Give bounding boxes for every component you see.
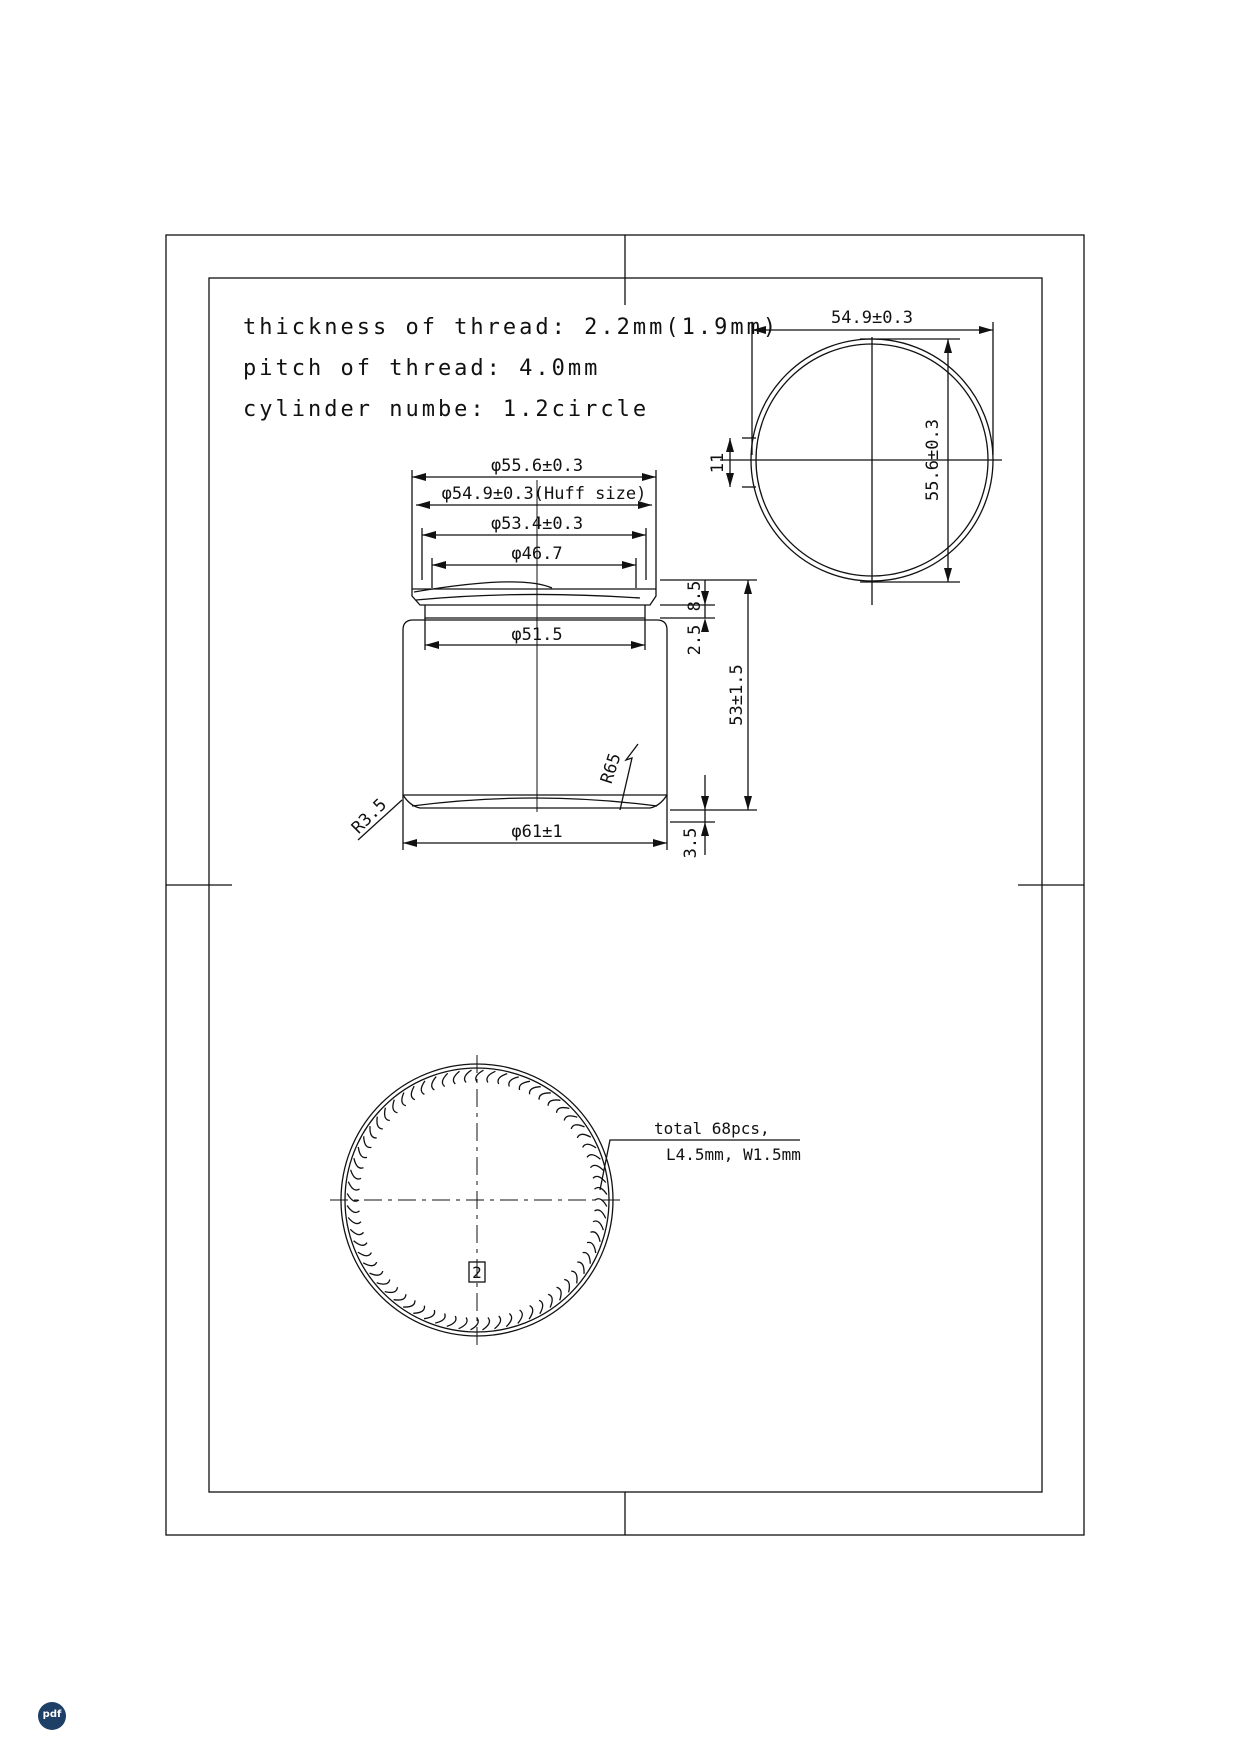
knurl-mark	[587, 1155, 600, 1160]
knurl-mark	[447, 1316, 456, 1326]
note-thread-thickness: thickness of thread: 2.2mm(1.9mm)	[243, 315, 780, 340]
dim-top-tab: 11	[708, 452, 728, 474]
dim-body: φ61±1	[511, 822, 563, 842]
knurl-mark	[539, 1093, 551, 1100]
knurl-mark	[591, 1232, 601, 1242]
knurl-mark	[358, 1147, 367, 1158]
knurl-mark	[348, 1182, 359, 1190]
knurl-mark	[459, 1318, 467, 1329]
knurl-mark	[465, 1070, 472, 1082]
knurl-mark	[571, 1271, 577, 1283]
dim-total-height: 53±1.5	[727, 664, 747, 726]
knurl-mark	[377, 1280, 390, 1285]
knurl-mark	[394, 1294, 406, 1300]
knurl-mark	[571, 1125, 584, 1129]
knurl-mark	[347, 1206, 359, 1213]
knurl-mark	[370, 1126, 377, 1138]
top-view	[720, 322, 1002, 605]
dim-top-width: 54.9±0.3	[831, 308, 913, 328]
knurl-mark	[402, 1093, 406, 1106]
knurl-mark	[557, 1287, 562, 1300]
dim-thread-root: φ53.4±0.3	[490, 514, 584, 534]
note-cylinder-number: cylinder numbe: 1.2circle	[243, 397, 650, 422]
knurl-mark	[354, 1158, 364, 1168]
knurl-mark	[595, 1210, 606, 1218]
callout-size: L4.5mm, W1.5mm	[666, 1145, 801, 1164]
outer-frame	[166, 235, 1084, 1535]
knurl-mark	[498, 1074, 507, 1084]
knurl-mark	[350, 1229, 363, 1234]
note-thread-pitch: pitch of thread: 4.0mm	[243, 356, 601, 381]
knurl-mark	[370, 1271, 383, 1275]
dim-mouth: φ46.7	[511, 544, 563, 564]
dim-huff-size: φ54.9±0.3(Huff size)	[441, 484, 647, 504]
knurl-mark	[421, 1081, 425, 1095]
knurl-mark	[593, 1176, 606, 1182]
knurl-mark	[529, 1087, 540, 1095]
knurl-mark	[557, 1108, 570, 1113]
knurl-mark	[403, 1300, 415, 1307]
knurl-mark	[393, 1100, 398, 1113]
knurl-mark	[424, 1310, 435, 1319]
knurl-mark	[385, 1108, 390, 1121]
base-mark-label: 2	[472, 1263, 482, 1282]
knurl-mark	[564, 1280, 569, 1293]
knurl-mark	[548, 1294, 552, 1307]
knurl-mark	[509, 1077, 519, 1087]
knurl-mark	[518, 1310, 523, 1323]
knurl-mark	[377, 1117, 383, 1129]
base-view	[330, 1055, 800, 1345]
knurl-mark	[385, 1287, 398, 1292]
dim-neck-height: 2.5	[685, 624, 705, 656]
dim-finish-height: 8.5	[685, 580, 705, 612]
knurl-mark	[495, 1316, 501, 1329]
knurl-mark	[432, 1077, 437, 1090]
knurl-mark	[539, 1300, 543, 1314]
knurl-mark	[483, 1318, 490, 1330]
knurl-mark	[577, 1134, 591, 1138]
knurl-mark	[453, 1071, 459, 1084]
knurl-mark	[591, 1165, 604, 1170]
dim-outer-thread: φ55.6±0.3	[490, 456, 584, 476]
knurl-mark	[358, 1252, 372, 1256]
knurl-mark	[506, 1314, 511, 1327]
knurl-mark	[577, 1262, 584, 1274]
dim-corner-radius: R3.5	[347, 794, 392, 839]
dim-base-height: 3.5	[681, 827, 701, 859]
knurl-mark	[411, 1086, 415, 1100]
knurl-mark	[442, 1073, 447, 1086]
knurl-mark	[363, 1262, 377, 1266]
knurl-mark	[351, 1170, 361, 1179]
knurl-mark	[564, 1116, 577, 1121]
knurl-mark	[529, 1306, 533, 1320]
knurl-mark	[583, 1252, 591, 1263]
knurl-mark	[354, 1241, 367, 1246]
knurl-mark	[593, 1221, 603, 1230]
dim-top-height: 55.6±0.3	[923, 419, 943, 501]
knurl-mark	[413, 1306, 424, 1314]
knurl-mark	[364, 1136, 372, 1147]
dim-neck: φ51.5	[511, 625, 563, 645]
knurl-mark	[583, 1144, 597, 1148]
knurl-mark	[435, 1314, 445, 1324]
pdf-logo: pdf	[38, 1702, 66, 1730]
callout-count: total 68pcs,	[654, 1119, 770, 1138]
knurl-mark	[487, 1071, 495, 1082]
dim-dome-radius: R65	[596, 750, 626, 787]
knurl-mark	[587, 1242, 596, 1253]
knurl-mark	[348, 1218, 361, 1224]
knurl-mark	[548, 1100, 560, 1106]
knurl-mark	[519, 1081, 530, 1090]
